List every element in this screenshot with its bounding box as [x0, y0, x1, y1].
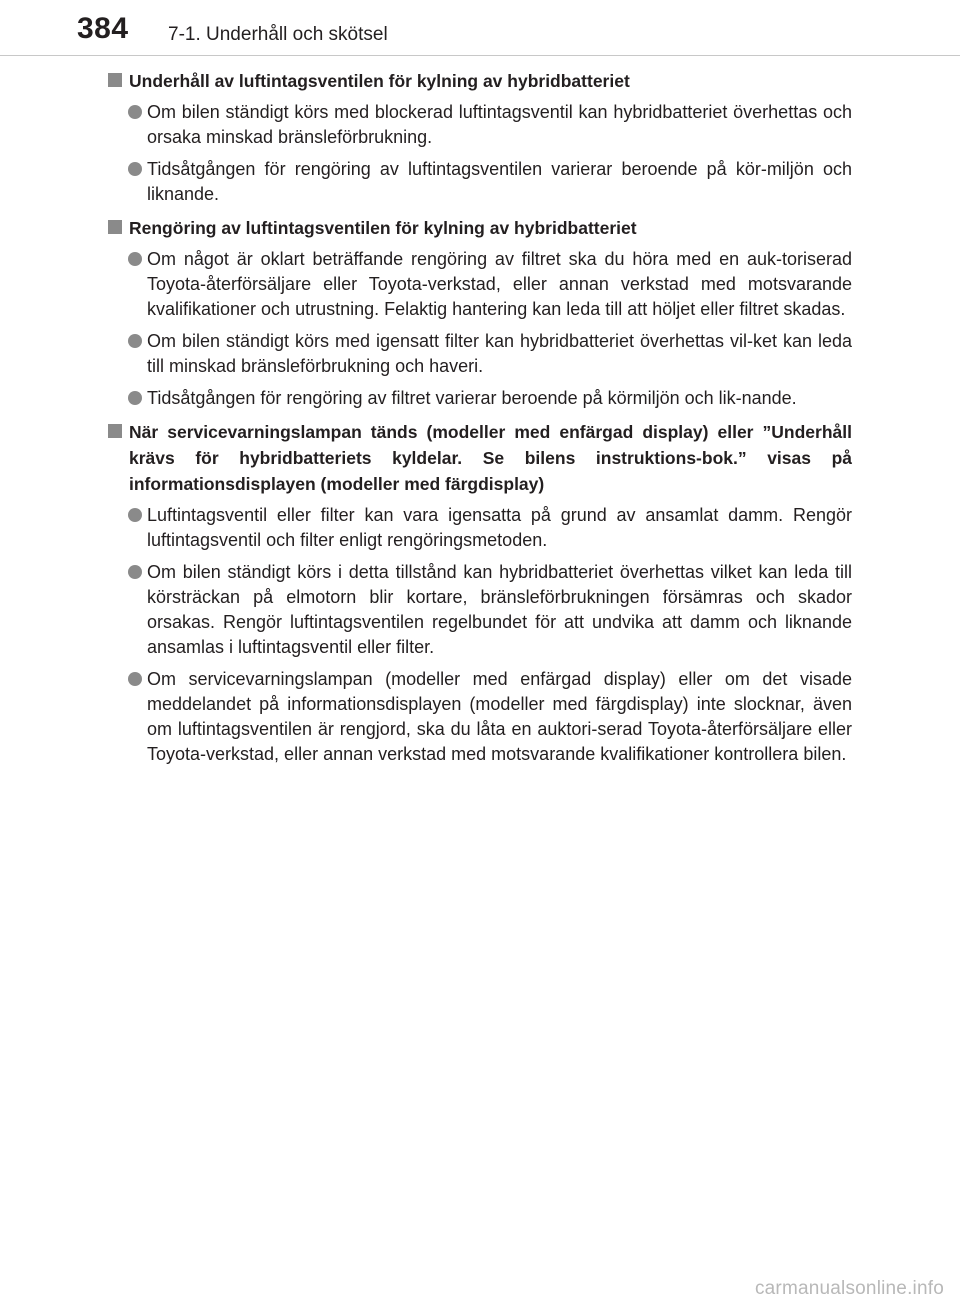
section-heading-text: När servicevarningslampan tänds (modeller med enfärgad display) eller ”Underhåll krävs för hybridbatteriets kyldelar. Se bilens instruktions-bok.” visas på informationsdisplayen (modeller med färgdisplay): [129, 422, 852, 494]
circle-bullet-icon: [128, 391, 142, 405]
section-heading: [108, 215, 852, 241]
list-item-text: Tidsåtgången för rengöring av luftintagsventilen varierar beroende på kör-miljön och liknande.: [147, 159, 852, 204]
circle-bullet-icon: [128, 252, 142, 266]
list-item: [128, 560, 852, 660]
section-heading-text: Rengöring av luftintagsventilen för kylning av hybridbatteriet: [129, 218, 637, 238]
watermark: carmanualsonline.info: [754, 1278, 944, 1299]
section-service-warning: [108, 419, 852, 767]
list-item-text: Om servicevarningslampan (modeller med enfärgad display) eller om det visade meddelandet på informationsdisplayen (modeller med färgdisplay) inte slocknar, även om luftintagsventilen är rengjord, ska du låta en auktori-serad Toyota-återförsäljare eller Toyota-verkstad, eller annan verkstad med motsvarande kvalifikationer kontrollera bilen.: [147, 669, 852, 764]
list-item-text: Tidsåtgången för rengöring av filtret varierar beroende på körmiljön och lik-nande.: [147, 388, 797, 408]
section-heading: [108, 68, 852, 94]
square-bullet-icon: [108, 73, 122, 87]
list-item-text: Om bilen ständigt körs i detta tillstånd kan hybridbatteriet överhettas vilket kan leda till körsträckan på elmotorn blir kortare, bränsleförbrukningen försämras och skador orsakas. Rengör luftintagsventilen regelbundet för att undvika att damm och liknande ansamlas i luftintagsventil eller filter.: [147, 562, 852, 657]
circle-bullet-icon: [128, 508, 142, 522]
list-item: [128, 247, 852, 322]
square-bullet-icon: [108, 424, 122, 438]
list-item: [128, 386, 852, 411]
circle-bullet-icon: [128, 105, 142, 119]
circle-bullet-icon: [128, 672, 142, 686]
header-divider: [0, 55, 960, 56]
list-item-text: Om bilen ständigt körs med blockerad luftintagsventil kan hybridbatteriet överhettas och orsaka minskad bränsleförbrukning.: [147, 102, 852, 147]
section-title: 7-1. Underhåll och skötsel: [168, 24, 388, 45]
section-air-intake-cleaning: [108, 215, 852, 411]
section-heading-text: Underhåll av luftintagsventilen för kylning av hybridbatteriet: [129, 71, 630, 91]
list-item: [128, 157, 852, 207]
circle-bullet-icon: [128, 334, 142, 348]
page-header: [0, 0, 960, 56]
square-bullet-icon: [108, 220, 122, 234]
section-air-intake-maintenance: [108, 68, 852, 207]
circle-bullet-icon: [128, 162, 142, 176]
list-item: [128, 329, 852, 379]
list-item: [128, 100, 852, 150]
list-item-text: Om något är oklart beträffande rengöring av filtret ska du höra med en auk-toriserad Toyota-återförsäljare eller Toyota-verkstad, eller annan verkstad med motsvarande kvalifikationer och utrustning. Felaktig hantering kan leda till att höljet eller filtret skadas.: [147, 249, 852, 319]
list-item-text: Luftintagsventil eller filter kan vara igensatta på grund av ansamlat damm. Rengör luftintagsventil och filter enligt rengöringsmetoden.: [147, 505, 852, 550]
page-content: [108, 68, 852, 775]
list-item: [128, 503, 852, 553]
section-heading: [108, 419, 852, 497]
list-item: [128, 667, 852, 767]
list-item-text: Om bilen ständigt körs med igensatt filter kan hybridbatteriet överhettas vil-ket kan leda till minskad bränsleförbrukning och haveri.: [147, 331, 852, 376]
circle-bullet-icon: [128, 565, 142, 579]
page-number: 384: [77, 12, 129, 45]
